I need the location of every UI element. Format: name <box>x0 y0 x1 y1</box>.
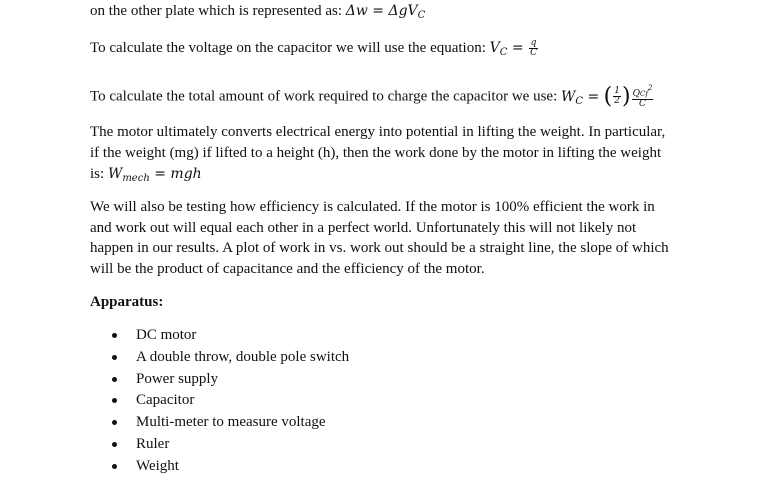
text-line-efficiency-4: will be the product of capacitance and the efficiency of the motor. <box>90 261 485 277</box>
text-line-motor-1: The motor ultimately converts electrical energy into potential in lifting the weight. In particular, <box>90 124 666 140</box>
list-item: A double throw, double pole switch <box>90 347 349 369</box>
equation-vc: $V_C$ = $\frac{q}{C}$ <box>489 37 537 58</box>
fraction-q-over-c: $\frac{q}{C}$ <box>530 37 537 58</box>
list-item: DC motor <box>90 325 349 347</box>
text-line-efficiency-1: We will also be testing how efficiency is calculated. If the motor is 100% efficient the work in <box>90 199 655 215</box>
equation-delta-w: Δw = ΔgV$_C$ <box>345 3 426 21</box>
list-item: Weight <box>90 456 349 478</box>
fraction-one-half: $\frac{1}{2}$ <box>614 86 620 106</box>
text-line-voltage <box>90 38 539 63</box>
text-is: is: <box>90 166 108 182</box>
text-line-efficiency-3: happen in our results. A plot of work in vs. work out should be a straight line, the slope of which <box>90 240 669 256</box>
text-work-intro: To calculate the total amount of work required to charge the capacitor we use: <box>90 88 561 105</box>
bullet-icon <box>112 442 117 447</box>
equation-wc: $W_C$ = ( $\frac{1}{2}$ ) $\frac{QCf^2}{C}$ <box>560 83 653 109</box>
bullet-icon <box>112 398 117 403</box>
apparatus-heading: Apparatus: <box>90 294 164 310</box>
text-represented: on the other plate which is represented as: <box>90 3 346 19</box>
apparatus-list <box>90 325 349 478</box>
bullet-icon <box>112 333 117 338</box>
list-item: Power supply <box>90 369 349 391</box>
bullet-icon <box>112 420 117 425</box>
text-line-efficiency-2: and work out will equal each other in a perfect world. Unfortunately this will not likely not <box>90 220 637 236</box>
text-line-represented <box>90 1 425 26</box>
text-line-motor-3 <box>90 164 202 189</box>
text-line-motor-2: if the weight (mg) if lifted to a height (h), then the work done by the motor in lifting the weight <box>90 145 662 161</box>
list-item: Multi-meter to measure voltage <box>90 412 349 434</box>
bullet-icon <box>112 464 117 469</box>
text-voltage-intro: To calculate the voltage on the capacitor we will use the equation: <box>90 40 490 56</box>
bullet-icon <box>112 355 117 360</box>
bullet-icon <box>112 377 117 382</box>
equation-wmech: $W_{mech}$ = mgh <box>107 166 202 184</box>
text-line-work <box>90 84 654 112</box>
list-item: Capacitor <box>90 390 349 412</box>
fraction-q-squared-over-c: $\frac{QCf^2}{C}$ <box>632 84 653 109</box>
list-item: Ruler <box>90 434 349 456</box>
